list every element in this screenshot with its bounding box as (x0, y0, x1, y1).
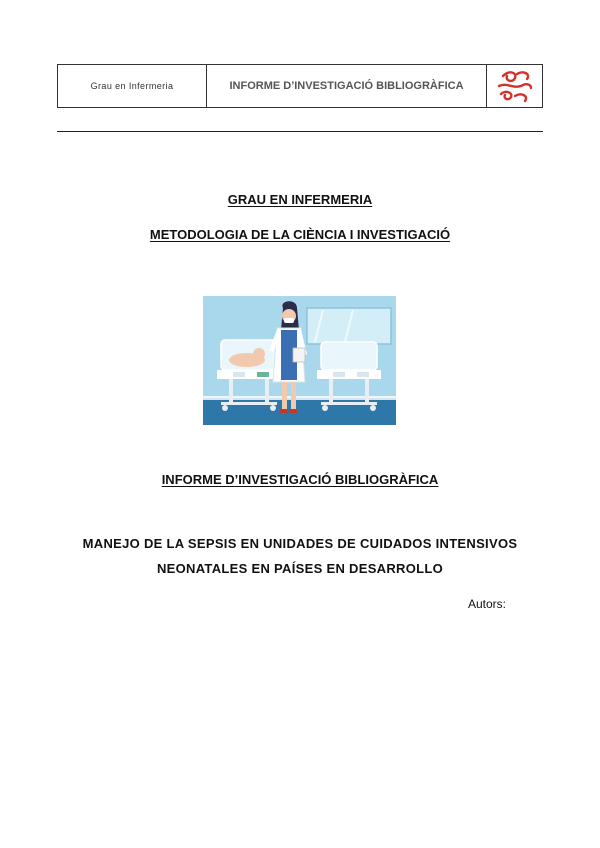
report-type-heading: INFORME D’INVESTIGACIÓ BIBLIOGRÀFICA (161, 472, 439, 487)
header-divider (57, 131, 543, 132)
authors-label: Autors: (468, 597, 507, 611)
course-title: METODOLOGIA DE LA CIÈNCIA I INVESTIGACIÓ (149, 227, 451, 242)
degree-title: GRAU EN INFERMERIA (227, 192, 373, 207)
header-report-title: INFORME D’INVESTIGACIÓ BIBLIOGRÀFICA (207, 65, 487, 107)
header-program-label: Grau en Infermeria (58, 65, 207, 107)
subject-title-line1: MANEJO DE LA SEPSIS EN UNIDADES DE CUIDADOS INTENSIVOS (82, 536, 518, 551)
nurse-with-incubators-illustration (203, 296, 396, 425)
subject-title-line2: NEONATALES EN PAÍSES EN DESARROLLO (156, 561, 444, 576)
page-header (57, 64, 543, 108)
university-logo-icon (487, 65, 542, 107)
